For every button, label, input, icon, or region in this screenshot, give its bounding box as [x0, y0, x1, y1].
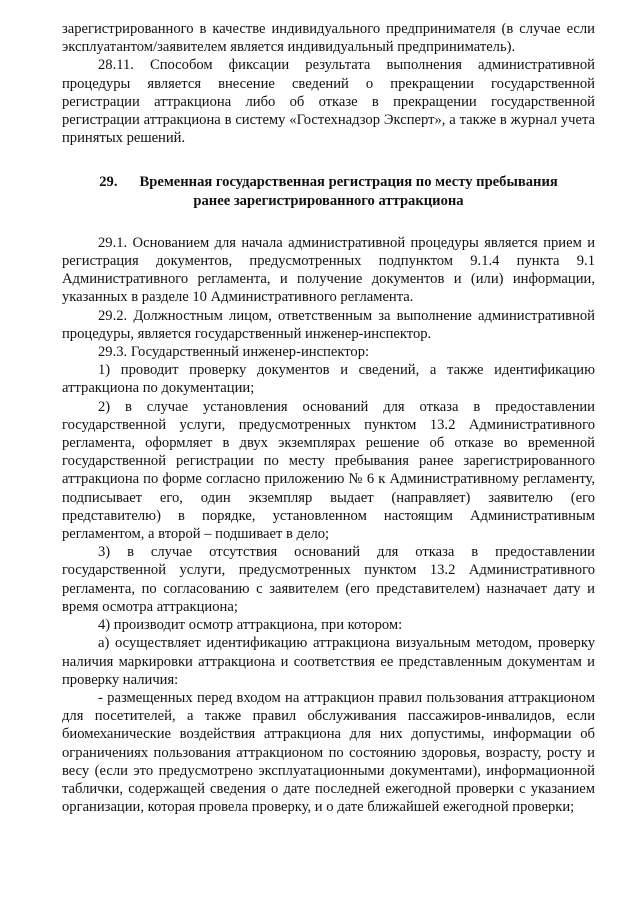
section-number: 29. [99, 174, 118, 191]
list-item-4: 4) производит осмотр аттракциона, при котором: [98, 617, 403, 634]
list-item-1: 1) проводит проверку документов и сведений, а также идентификацию аттракциона по документации; [62, 362, 595, 397]
sub-item-a: а) осуществляет идентификацию аттракциона визуальным методом, проверку наличия маркировки аттракциона и соответствия ее представленным документам и проверку наличия: [62, 635, 595, 688]
paragraph-29-1: 29.1. Основанием для начала административной процедуры является прием и регистрация документов, предусмотренных подпунктом 9.1.4 пункта 9.1 Административного регламента, и получение документов и (или) информации, указанных в разделе 10 Административного регламента. [62, 234, 595, 306]
paragraph-continuation: зарегистрированного в качестве индивидуального предпринимателя (в случае если эксплуатантом/заявителем является индивидуальный предприниматель). [62, 21, 595, 56]
paragraph-29-3: 29.3. Государственный инженер-инспектор: [98, 344, 370, 361]
section-heading-29 [62, 173, 595, 209]
paragraph-29-2: 29.2. Должностным лицом, ответственным за выполнение административной процедуры, является государственный инженер-инспектор. [62, 307, 595, 342]
section-title: Временная государственная регистрация по месту пребывания ранее зарегистрированного аттракциона [139, 174, 558, 209]
bullet-item: - размещенных перед входом на аттракцион правил пользования аттракционом для посетителей, а также правил обслуживания пассажиров-инвалидов, если биомеханические воздействия аттракциона для них допустимы, информации об ограничениях пользования аттракционом по состоянию здоровья, возрасту, росту и весу (если это предусмотрено эксплуатационными документами), информационной таблички, содержащей сведения о дате последней ежегодной проверки с указанием организации, которая провела проверку, и о дате ближайшей ежегодной проверки; [62, 689, 595, 816]
paragraph-28-11: 28.11. Способом фиксации результата выполнения административной процедуры является внесение сведений о прекращении государственной регистрации аттракциона либо об отказе в прекращении государственной регистрации аттракциона в систему «Гостехнадзор Эксперт», а также в журнал учета принятых решений. [62, 57, 595, 147]
document-page [62, 20, 595, 816]
list-item-2: 2) в случае установления оснований для отказа в предоставлении государственной услуги, предусмотренных пунктом 13.2 Административного регламента, оформляет в двух экземплярах решение об отказе во временной государственной регистрации по месту пребывания ранее зарегистрированного аттракциона по форме согласно приложению № 6 к Административному регламенту, подписывает его, один экземпляр выдает (направляет) заявителю (его представителю) в порядке, установленном настоящим Административным регламентом, а второй – подшивает в дело; [62, 398, 595, 543]
list-item-3: 3) в случае отсутствия оснований для отказа в предоставлении государственной услуги, предусмотренных пунктом 13.2 Административного регламента, по согласованию с заявителем (его представителем) назначает дату и время осмотра аттракциона; [62, 544, 595, 615]
